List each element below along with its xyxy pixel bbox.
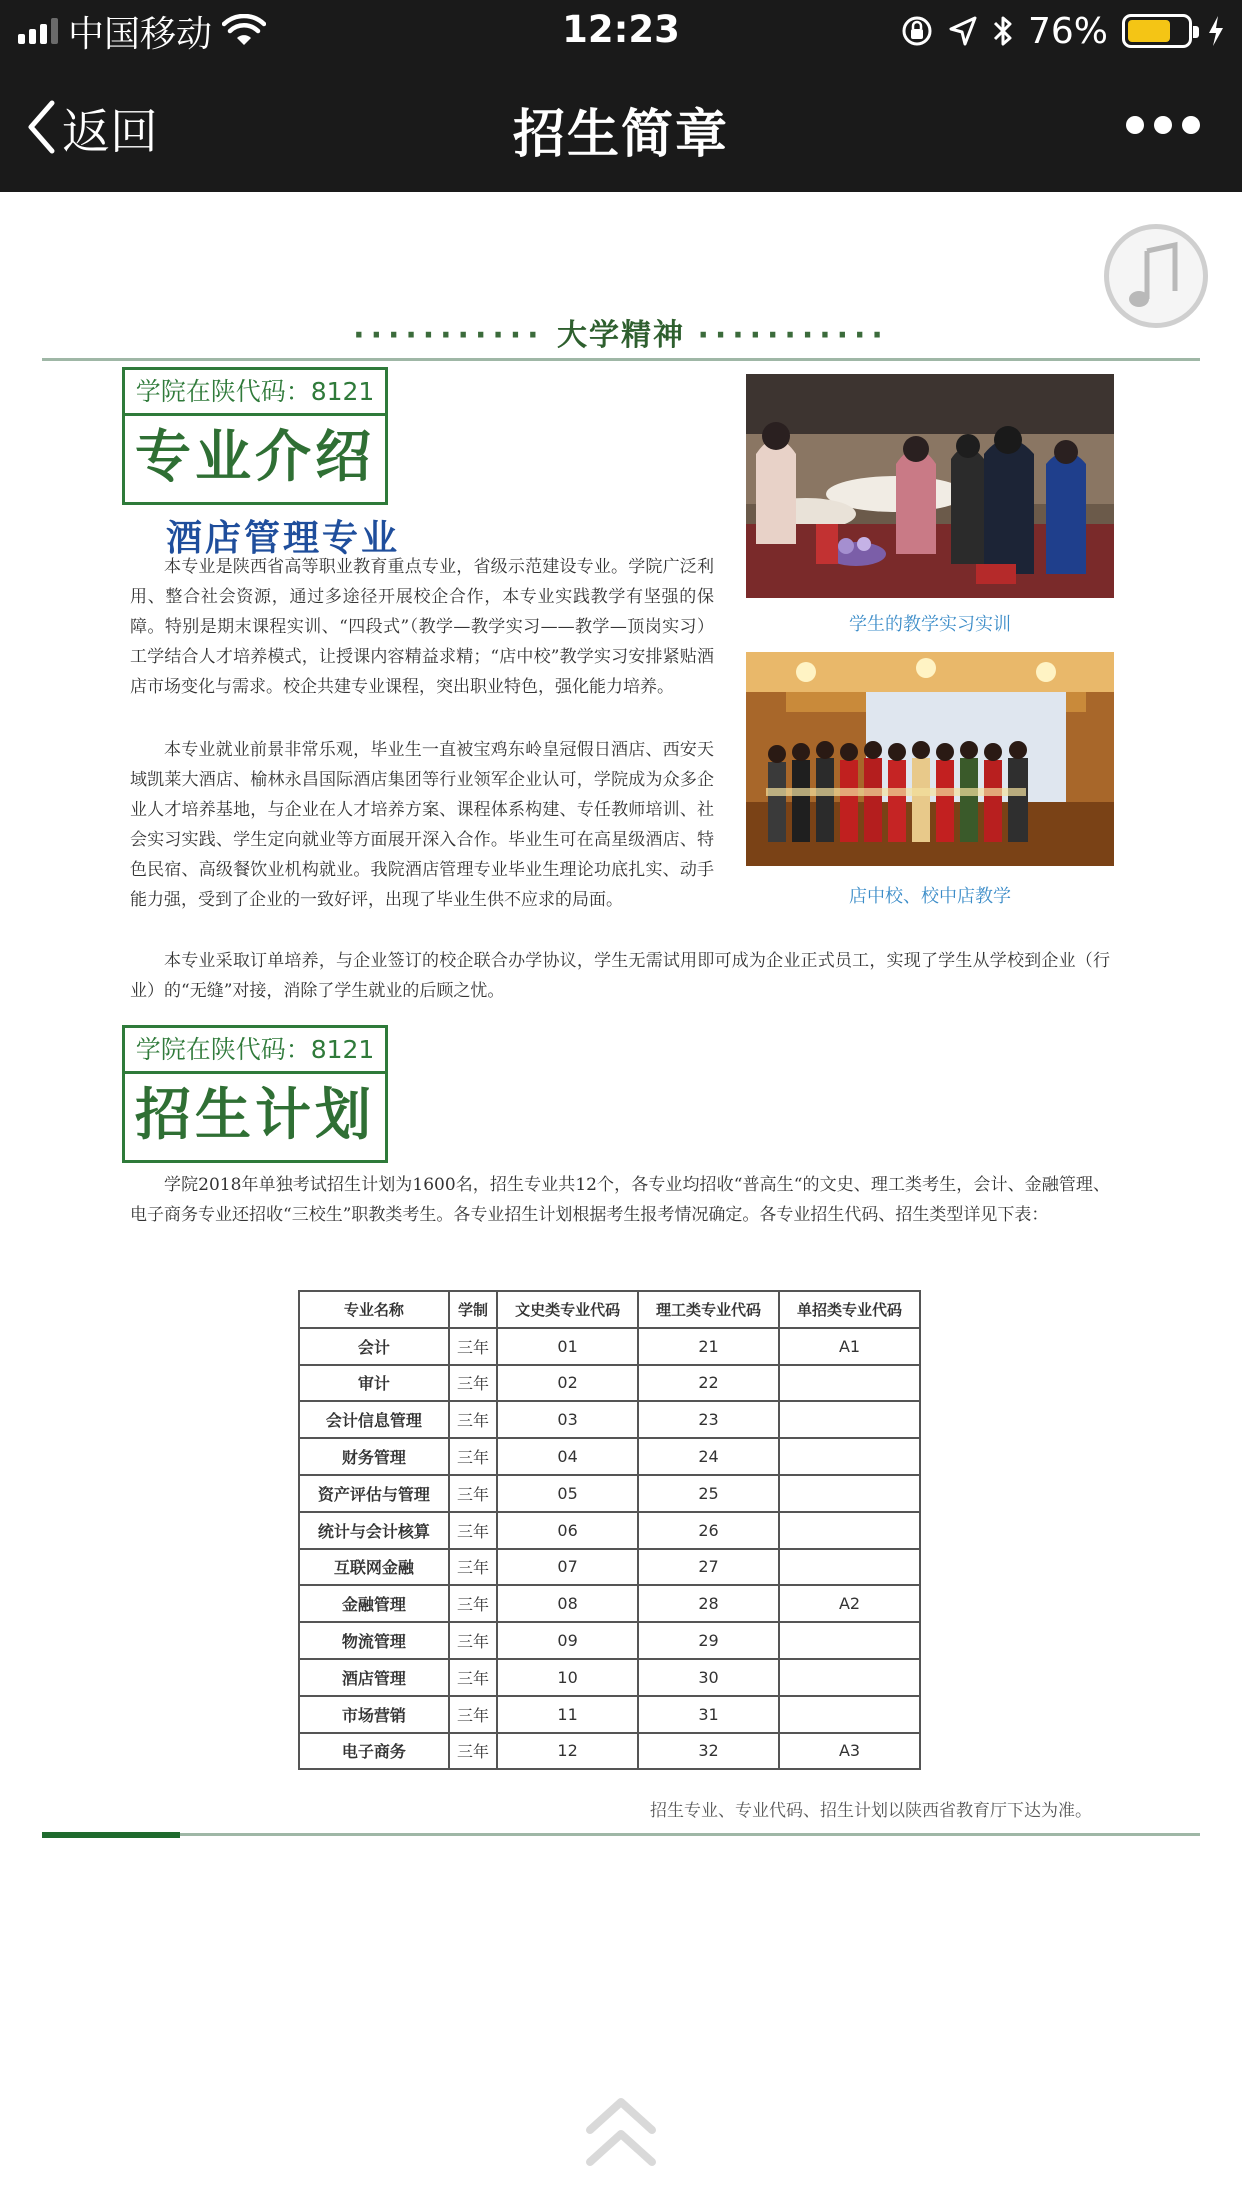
table-cell: 互联网金融 [299,1549,449,1586]
section-heading-enrollment-plan [122,1025,388,1163]
table-cell: 08 [497,1585,638,1622]
table-cell: 三年 [449,1622,497,1659]
status-bar [0,0,1242,62]
table-cell: 三年 [449,1696,497,1733]
carrier-name: 中国移动 [68,13,213,55]
table-row [299,1659,920,1696]
table-row [299,1365,920,1402]
status-right [900,10,1226,52]
table-cell [779,1365,920,1402]
table-cell: 29 [638,1622,779,1659]
table-cell: 22 [638,1365,779,1402]
section-title: 专业介绍 [135,425,375,490]
college-code: 学院在陕代码：8121 [125,370,385,416]
table-cell: 03 [497,1401,638,1438]
table-cell: 30 [638,1659,779,1696]
table-cell: 01 [497,1328,638,1365]
table-cell: 金融管理 [299,1585,449,1622]
swipe-up-button[interactable] [582,2090,660,2180]
table-cell: 资产评估与管理 [299,1475,449,1512]
table-row [299,1696,920,1733]
divider [42,358,1200,361]
major-paragraph-1: 本专业是陕西省高等职业教育重点专业，省级示范建设专业。学院广泛利用、整合社会资源，通过多途径开展校企合作，本专业实践教学有坚强的保障。特别是期末课程实训、“四段式”（教学—教学实习——教学—顶岗实习）工学结合人才培养模式，让授课内容精益求精；“店中校”教学实习安排紧贴酒店市场变化与需求。校企共建专业课程，突出职业特色，强化能力培养。 [130,557,714,697]
table-cell: 物流管理 [299,1622,449,1659]
major-paragraph-3: 本专业采取订单培养，与企业签订的校企联合办学协议，学生无需试用即可成为企业正式员工，实现了学生从学校到企业（行业）的“无缝”对接，消除了学生就业的后顾之忧。 [130,951,1110,1001]
major-title: 酒店管理专业 [166,517,401,559]
divider-accent [42,1832,180,1838]
table-cell: 28 [638,1585,779,1622]
college-code: 学院在陕代码：8121 [125,1028,385,1074]
table-cell: A2 [779,1585,920,1622]
table-cell [779,1475,920,1512]
table-cell: 三年 [449,1475,497,1512]
table-cell: 32 [638,1733,779,1770]
table-cell: 10 [497,1659,638,1696]
table-cell: 21 [638,1328,779,1365]
table-row [299,1438,920,1475]
photo-store-school [746,652,1114,866]
photo-caption-2: 店中校、校中店教学 [849,886,1011,907]
table-cell: 三年 [449,1512,497,1549]
table-cell: 三年 [449,1659,497,1696]
table-cell: 电子商务 [299,1733,449,1770]
table-row [299,1622,920,1659]
table-cell: 酒店管理 [299,1659,449,1696]
table-cell: 24 [638,1438,779,1475]
battery-icon [1122,14,1192,48]
table-row [299,1512,920,1549]
section-title: 招生计划 [135,1083,375,1148]
table-cell [779,1659,920,1696]
table-cell [779,1401,920,1438]
status-time: 12:23 [562,8,680,51]
section-heading-major-intro [122,367,388,505]
location-arrow-icon [948,15,978,47]
table-header-row [299,1291,920,1328]
enrollment-table [298,1290,921,1770]
table-cell: 三年 [449,1585,497,1622]
table-cell: 会计 [299,1328,449,1365]
table-cell: 审计 [299,1365,449,1402]
table-cell: 三年 [449,1549,497,1586]
table-cell [779,1512,920,1549]
table-cell: 26 [638,1512,779,1549]
table-cell [779,1622,920,1659]
table-cell: 06 [497,1512,638,1549]
table-cell: 31 [638,1696,779,1733]
footnote: 招生专业、专业代码、招生计划以陕西省教育厅下达为准。 [650,1801,1092,1821]
table-cell: 市场营销 [299,1696,449,1733]
table-cell: 02 [497,1365,638,1402]
table-cell: 05 [497,1475,638,1512]
table-cell: 23 [638,1401,779,1438]
table-row [299,1401,920,1438]
photo-teaching-practice [746,374,1114,598]
table-row [299,1328,920,1365]
divider [42,1833,1200,1836]
battery-percent: 76% [1027,10,1108,52]
nav-bar [0,62,1242,192]
table-header-cell: 文史类专业代码 [497,1291,638,1328]
table-cell: 财务管理 [299,1438,449,1475]
table-row [299,1475,920,1512]
section-banner: ··········· 大学精神 ··········· [353,318,889,353]
table-cell: 09 [497,1622,638,1659]
table-row [299,1585,920,1622]
charging-bolt-icon [1206,14,1226,48]
back-label: 返回 [62,103,159,160]
table-cell: 三年 [449,1438,497,1475]
table-cell [779,1549,920,1586]
photo-caption-1: 学生的教学实习实训 [849,614,1011,635]
table-cell [779,1696,920,1733]
banner-title: 大学精神 [557,318,685,353]
major-paragraph-2: 本专业就业前景非常乐观，毕业生一直被宝鸡东岭皇冠假日酒店、西安天域凯莱大酒店、榆林永昌国际酒店集团等行业领军企业认可，学院成为众多企业人才培养基地，与企业在人才培养方案、课程体系构建、专任教师培训、社会实习实践、学生定向就业等方面展开深入合作。毕业生可在高星级酒店、特色民宿、高级餐饮业机构就业。我院酒店管理专业毕业生理论功底扎实、动手能力强，受到了企业的一致好评，出现了毕业生供不应求的局面。 [130,740,714,910]
page-title: 招生简章 [512,105,729,165]
table-cell: 12 [497,1733,638,1770]
table-cell: 27 [638,1549,779,1586]
table-cell: A1 [779,1328,920,1365]
table-header-cell: 理工类专业代码 [638,1291,779,1328]
table-header-cell: 学制 [449,1291,497,1328]
enrollment-intro: 学院2018年单独考试招生计划为1600名，招生专业共12个，各专业均招收“普高生“的文史、理工类考生，会计、金融管理、电子商务专业还招收“三校生”职教类考生。各专业招生计划根据考生报考情况确定。各专业招生代码、招生类型详见下表： [130,1175,1110,1225]
table-row [299,1549,920,1586]
table-row [299,1733,920,1770]
table-cell: A3 [779,1733,920,1770]
table-cell: 25 [638,1475,779,1512]
table-cell: 07 [497,1549,638,1586]
table-cell: 04 [497,1438,638,1475]
table-cell: 会计信息管理 [299,1401,449,1438]
more-menu-button[interactable] [1126,116,1200,134]
table-cell [779,1438,920,1475]
table-cell: 11 [497,1696,638,1733]
bluetooth-icon [992,13,1014,49]
double-chevron-up-icon [582,2090,660,2180]
music-note-icon [1125,241,1187,311]
table-cell: 统计与会计核算 [299,1512,449,1549]
rotation-lock-icon [900,14,934,48]
table-cell: 三年 [449,1365,497,1402]
table-cell: 三年 [449,1733,497,1770]
table-header-cell: 专业名称 [299,1291,449,1328]
table-cell: 三年 [449,1401,497,1438]
table-header-cell: 单招类专业代码 [779,1291,920,1328]
table-cell: 三年 [449,1328,497,1365]
